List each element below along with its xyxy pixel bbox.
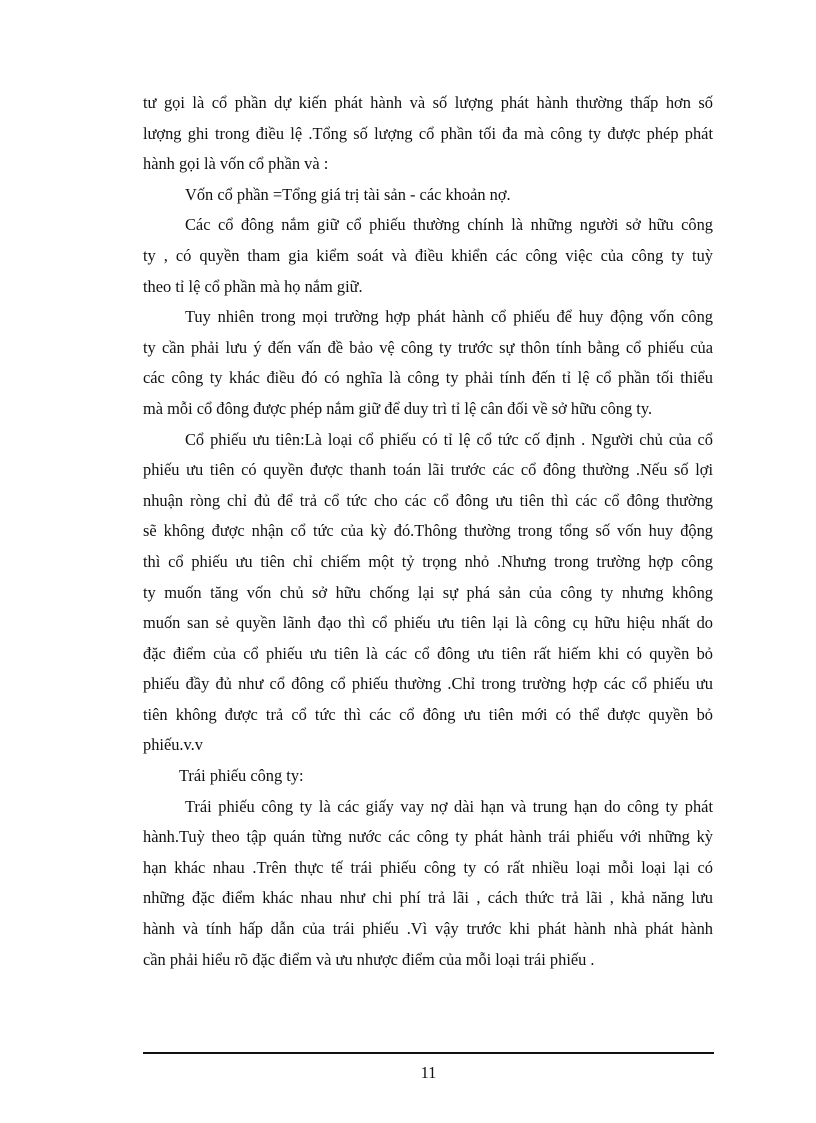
- text-line: ty , có quyền tham gia kiểm soát và điều khiển các công việc của công ty tuỳ: [143, 245, 713, 265]
- formula-line: Vốn cổ phần =Tổng giá trị tài sản - các khoản nợ.: [185, 184, 511, 204]
- section-heading: Trái phiếu công ty:: [179, 766, 304, 786]
- text-line: tư gọi là cổ phần dự kiến phát hành và số lượng phát hành thường thấp hơn số: [143, 93, 713, 112]
- text-line: hành và tính hấp dẫn của trái phiếu .Vì vậy trước khi phát hành nhà phát hành: [143, 919, 713, 939]
- text-line: hành gọi là vốn cổ phần và :: [143, 154, 329, 174]
- text-line: hành.Tuỳ theo tập quán từng nước các công ty phát hành trái phiếu với những kỳ: [143, 827, 713, 847]
- text-line: ty cần phải lưu ý đến vấn đề bảo vệ công ty trước sự thôn tính bằng cổ phiếu của: [143, 337, 713, 357]
- text-line: đặc điểm của cổ phiếu ưu tiên là các cổ đông ưu tiên rất hiếm khi có quyền bỏ: [143, 643, 713, 663]
- text-line: ty muốn tăng vốn chủ sở hữu chống lại sự phá sản của công ty nhưng không: [143, 582, 713, 602]
- footer-divider: [143, 1052, 714, 1054]
- page-number: 11: [420, 1063, 437, 1082]
- text-line: Các cổ đông nắm giữ cổ phiếu thường chính là những người sở hữu công: [185, 215, 713, 235]
- text-line: muốn san sẻ quyền lãnh đạo thì cổ phiếu ưu tiên lại là công cụ hữu hiệu nhất do: [143, 613, 713, 633]
- text-line: phiếu.v.v: [143, 735, 203, 755]
- text-line: Trái phiếu công ty là các giấy vay nợ dài hạn và trung hạn do công ty phát: [185, 796, 713, 816]
- text-line: sẽ không được nhận cổ tức của kỳ đó.Thông thường trong tổng số vốn huy động: [143, 521, 713, 541]
- text-line: tiên không được trả cổ tức thì các cổ đông ưu tiên mới có thể được quyền bỏ: [143, 704, 713, 724]
- text-line: các công ty khác điều đó có nghĩa là công ty phải tính đến tỉ lệ cổ phần tối thiểu: [143, 368, 713, 388]
- text-line: những đặc điểm khác nhau như chi phí trả lãi , cách thức trả lãi , khả năng lưu: [143, 888, 713, 908]
- text-line: theo tỉ lệ cổ phần mà họ nắm giữ.: [143, 276, 363, 296]
- text-line: phiếu ưu tiên có quyền được thanh toán lãi trước các cổ đông thường .Nếu số lợi: [143, 460, 713, 480]
- text-line: mà mỗi cổ đông được phép nắm giữ để duy trì tỉ lệ cân đối về sở hữu công ty.: [143, 398, 653, 418]
- document-body: [143, 88, 713, 975]
- text-line: Tuy nhiên trong mọi trường hợp phát hành cổ phiếu để huy động vốn công: [185, 307, 713, 327]
- text-line: nhuận ròng chỉ đủ để trả cổ tức cho các cổ đông ưu tiên thì các cổ đông thường: [143, 490, 713, 510]
- text-line: Cổ phiếu ưu tiên:Là loại cổ phiếu có tỉ lệ cổ tức cố định . Người chủ của cổ: [185, 429, 713, 449]
- text-line: phiếu đầy đủ như cổ đông cổ phiếu thường .Chỉ trong trường hợp các cổ phiếu ưu: [143, 674, 713, 694]
- text-line: cần phải hiểu rõ đặc điểm và ưu nhược điểm của mỗi loại trái phiếu .: [143, 949, 595, 969]
- text-line: hạn khác nhau .Trên thực tế trái phiếu công ty có rất nhiều loại mỗi loại lại có: [143, 857, 713, 877]
- text-line: thì cổ phiếu ưu tiên chỉ chiếm một tỷ trọng nhỏ .Nhưng trong trường hợp công: [143, 551, 713, 571]
- text-line: lượng ghi trong điều lệ .Tổng số lượng cổ phần tối đa mà công ty được phép phát: [143, 123, 713, 143]
